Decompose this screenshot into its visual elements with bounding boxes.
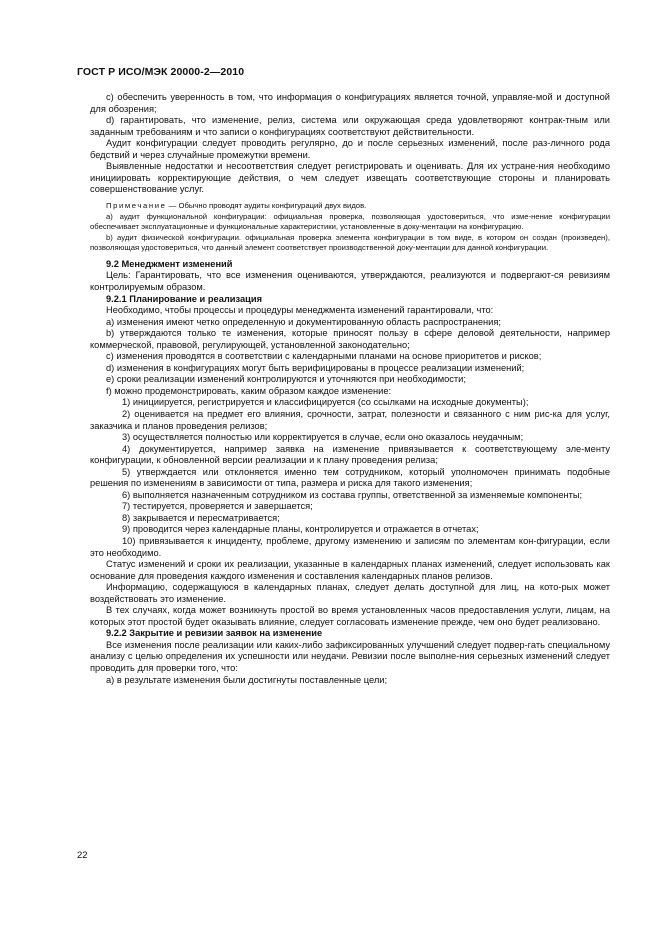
sub-list-item: 9) проводится через календарные планы, контролируется и отражается в отчетах; — [122, 524, 479, 535]
list-item-d: d) гарантировать, что изменение, релиз, система или окружающая среда удовлетворяют контрак-тным или заданным требованиям и что записи о конфигурациях соответствуют действительности. — [90, 115, 610, 137]
section-heading-9-2-2: 9.2.2 Закрытие и ревизии заявок на изменение — [106, 628, 323, 639]
note-intro — [90, 201, 610, 212]
paragraph-information: Информацию, содержащуюся в календарных планах, следует делать доступной для лиц, на кото-рых может воздействовать это изменение. — [90, 582, 610, 604]
note-item-b: b) аудит физической конфигурации. официальная проверка элемента конфигурации в том виде, в котором он создан (произведен), позволяющая удостовериться, что данный элемент соответствует производственной доку-ментации для данной конфигурации. — [90, 232, 610, 253]
sub-list-item: 8) закрывается и пересматривается; — [122, 512, 280, 523]
section-intro: Необходимо, чтобы процессы и процедуры менеджмента изменений гарантировали, что: — [106, 305, 494, 316]
note-item-a: а) аудит функциональной конфигурации: официальная проверка, позволяющая удостовериться, что изме-нение конфигурации обеспечивает эксплуатационные и функциональные характеристики, установленные в доку-ментации на конфигурацию. — [90, 211, 610, 232]
running-header: ГОСТ Р ИСО/МЭК 20000-2—2010 — [77, 66, 245, 78]
sub-list-item: 7) тестируется, проверяется и завершается; — [122, 501, 313, 512]
list-item: а) в результате изменения были достигнуты поставленные цели; — [106, 674, 388, 685]
sub-list-item: 6) выполняется назначенным сотрудником из состава группы, ответственной за изменяемые компоненты; — [122, 489, 583, 500]
list-item: c) изменения проводятся в соответствии с календарными планами на основе приоритетов и рисков; — [106, 351, 542, 362]
sub-list-item: 1) инициируется, регистрируется и классифицируется (со ссылками на исходные документы); — [122, 397, 529, 408]
page-number: 22 — [77, 850, 88, 861]
paragraph-downtime: В тех случаях, когда может возникнуть простой во время установленных часов предоставления услуги, лицам, на которых этот простой будет оказывать влияние, следует согласовать изменение прежде, чем оно будет реализовано. — [90, 605, 610, 627]
section-heading-9-2-1: 9.2.1 Планирование и реализация — [106, 293, 263, 304]
sub-list-item: 10) привязывается к инциденту, проблеме, другому изменению и записям по элементам кон-фигурации, если это необходимо. — [90, 536, 610, 558]
list-item-c: c) обеспечить уверенность в том, что информация о конфигурациях является точной, управляе-мой и доступной для обозрения; — [90, 92, 610, 114]
note-label: Примечание — [106, 200, 167, 210]
sub-list-item: 5) утверждается или отклоняется именно тем сотрудником, который уполномочен принимать подобные решения по изменениям в зависимости от типа, размера и риска для такого изменения; — [90, 466, 610, 489]
list-item: а) изменения имеют четко определенную и документированную область распространения; — [106, 316, 501, 327]
list-item: f) можно продемонстрировать, каким образом каждое изменение: — [106, 385, 392, 396]
sub-list-item: 4) документируется, например заявка на изменение привязывается к соответствующему эле-менту конфигурации, к обновленной версии реализации и к плану проведения релиза; — [90, 443, 610, 466]
page-body — [90, 92, 610, 686]
paragraph-audit: Аудит конфигурации следует проводить регулярно, до и после серьезных изменений, после раз-личного рода бедствий и через случайные промежутки времени. — [90, 138, 610, 160]
section-goal: Цель: Гарантировать, что все изменения оцениваются, утверждаются, реализуются и подвергают-ся ревизиям контролируемым образом. — [90, 270, 610, 292]
section-heading-9-2: 9.2 Менеджмент изменений — [106, 258, 233, 269]
list-item: d) изменения в конфигурациях могут быть верифицированы в процессе реализации изменений; — [106, 362, 525, 373]
paragraph-review: Все изменения после реализации или каких-либо зафиксированных улучшений следует подвер-гать специальному анализу с целью определения их успешности или неудачи. Ревизии после выполне-ния серьезных изменений следует проводить для проверки того, что: — [90, 639, 610, 674]
sub-list-item: 2) оценивается на предмет его влияния, срочности, затрат, полезности и связанного с ним рис-ка для услуг, заказчика и планов проведения релизов; — [90, 409, 610, 431]
paragraph-nonconformities: Выявленные недостатки и несоответствия следует регистрировать и оценивать. Для их устране-ния необходимо инициировать корректирующие действия, о чем следует извещать соответствующие стороны и планировать совершенствование услуг. — [90, 161, 610, 195]
paragraph-status: Статус изменений и сроки их реализации, указанные в календарных планах изменений, следует использовать как основание для проведения каждого изменения и составления календарных планов релизов. — [90, 559, 610, 581]
list-item: b) утверждаются только те изменения, которые приносят пользу в сфере деловой деятельности, например коммерческой, правовой, регулирующей, установленной законодательно; — [90, 328, 610, 350]
note-intro-text: — Обычно проводят аудиты конфигураций двух видов. — [166, 200, 367, 210]
list-item: e) сроки реализации изменений контролируются и уточняются при необходимости; — [106, 374, 466, 385]
sub-list-item: 3) осуществляется полностью или корректируется в случае, если оно оказалось неудачным; — [122, 432, 524, 443]
